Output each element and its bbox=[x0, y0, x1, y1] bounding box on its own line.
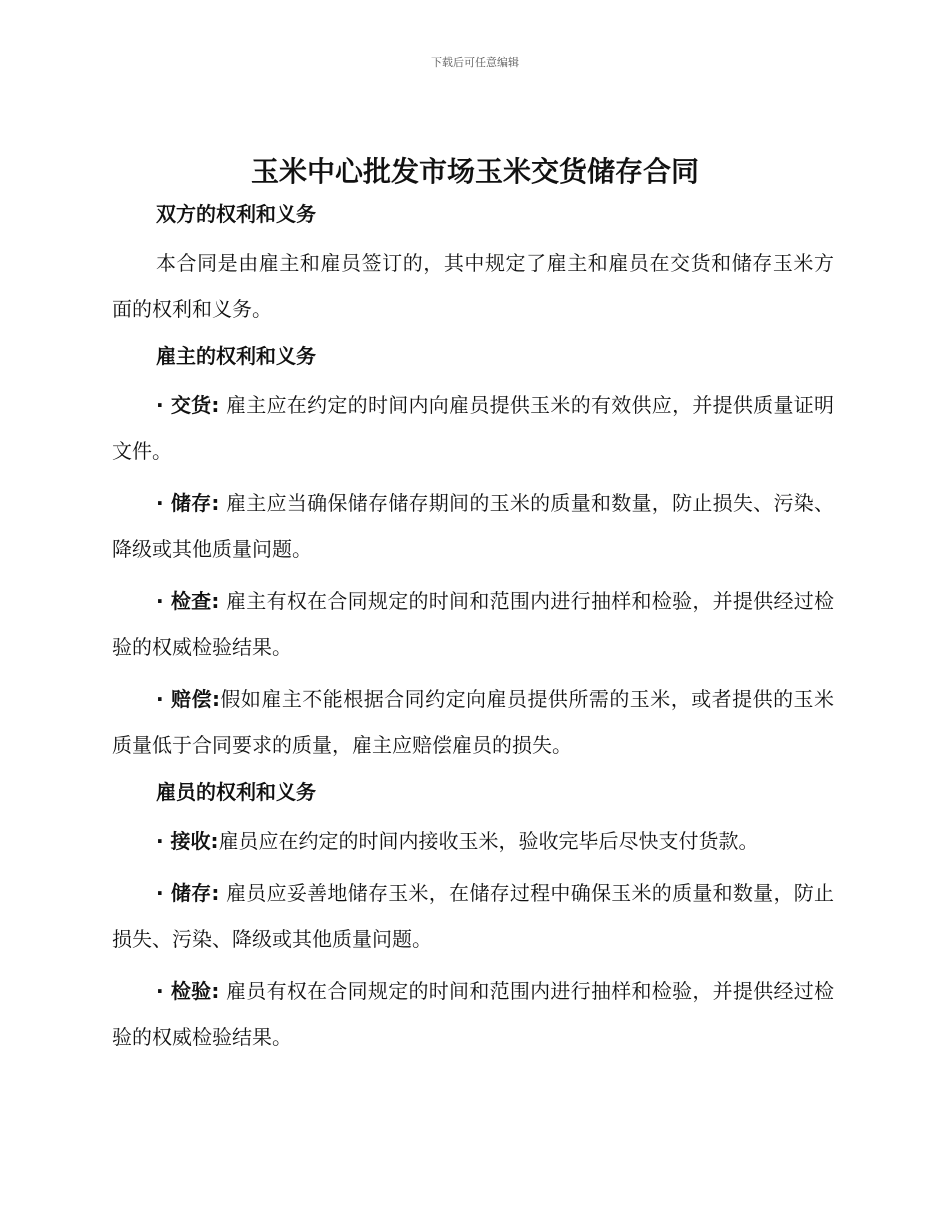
intro-paragraph: 本合同是由雇主和雇员签订的，其中规定了雇主和雇员在交货和储存玉米方面的权利和义务。 bbox=[112, 251, 834, 321]
item-text: 雇员有权在合同规定的时间和范围内进行抽样和检验，并提供经过检验的权威检验结果。 bbox=[112, 979, 835, 1049]
document-body bbox=[112, 196, 834, 1066]
section-heading-employee: 雇员的权利和义务 bbox=[156, 780, 316, 804]
employee-item-inspection bbox=[112, 968, 834, 1060]
item-text: 雇员应妥善地储存玉米，在储存过程中确保玉米的质量和数量，防止损失、污染、降级或其他质量问题。 bbox=[112, 881, 835, 951]
item-label: · 检验: bbox=[156, 979, 220, 1003]
item-text: 雇员应在约定的时间内接收玉米，验收完毕后尽快支付货款。 bbox=[218, 829, 759, 853]
item-label: · 交货: bbox=[156, 393, 220, 417]
document-title: 玉米中心批发市场玉米交货储存合同 bbox=[250, 155, 699, 188]
section-heading-mutual: 双方的权利和义务 bbox=[156, 202, 316, 226]
employer-item-compensation bbox=[112, 676, 834, 768]
employer-item-delivery bbox=[112, 382, 834, 474]
item-text: 雇主有权在合同规定的时间和范围内进行抽样和检验，并提供经过检验的权威检验结果。 bbox=[112, 589, 835, 659]
employee-item-receiving bbox=[112, 818, 834, 864]
employer-item-storage bbox=[112, 480, 834, 572]
item-label: · 储存: bbox=[156, 491, 220, 515]
item-label: · 检查: bbox=[156, 589, 220, 613]
item-text: 雇主应在约定的时间内向雇员提供玉米的有效供应，并提供质量证明文件。 bbox=[112, 393, 835, 463]
item-label: · 赔偿: bbox=[156, 687, 220, 711]
header-note: 下载后可任意编辑 bbox=[431, 56, 519, 69]
employee-item-storage bbox=[112, 870, 834, 962]
employer-item-inspection bbox=[112, 578, 834, 670]
item-label: · 储存: bbox=[156, 881, 220, 905]
item-text: 假如雇主不能根据合同约定向雇员提供所需的玉米，或者提供的玉米质量低于合同要求的质量，雇主应赔偿雇员的损失。 bbox=[112, 687, 835, 757]
item-label: · 接收: bbox=[156, 829, 219, 853]
section-heading-employer: 雇主的权利和义务 bbox=[156, 344, 316, 368]
item-text: 雇主应当确保储存储存期间的玉米的质量和数量，防止损失、污染、降级或其他质量问题。 bbox=[112, 491, 835, 561]
